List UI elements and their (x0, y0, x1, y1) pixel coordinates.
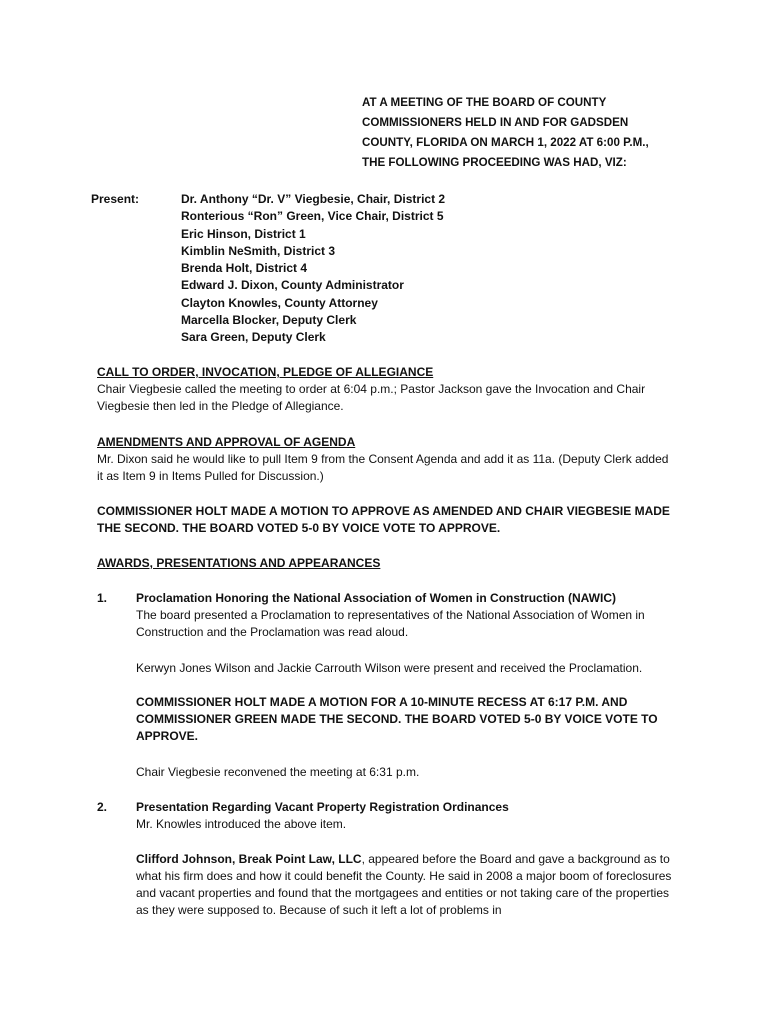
member: Dr. Anthony “Dr. V” Viegbesie, Chair, District 2 (181, 192, 446, 206)
member: Clayton Knowles, County Attorney (181, 295, 378, 310)
header-line: COUNTY, FLORIDA ON MARCH 1, 2022 AT 6:00 P.M., (362, 136, 649, 149)
item-text: The board presented a Proclamation to representatives of the National Association of Women in Construction and the Proclamation was read aloud. (136, 608, 645, 639)
awards-section (97, 555, 677, 572)
member: Edward J. Dixon, County Administrator (181, 278, 404, 293)
header-line: THE FOLLOWING PROCEEDING WAS HAD, VIZ: (362, 156, 627, 169)
present-label: Present: (91, 192, 140, 206)
member: Marcella Blocker, Deputy Clerk (181, 313, 357, 328)
motion-approve-agenda: COMMISSIONER HOLT MADE A MOTION TO APPROVE AS AMENDED AND CHAIR VIEGBESIE MADE THE SECOND. THE BOARD VOTED 5-0 BY VOICE VOTE TO APPROVE. (97, 504, 670, 535)
header-line: COMMISSIONERS HELD IN AND FOR GADSDEN (362, 116, 629, 129)
amendments-section (97, 434, 677, 485)
item-1 (136, 590, 681, 641)
member: Ronterious “Ron” Green, Vice Chair, District 5 (181, 209, 444, 224)
item-number: 2. (97, 800, 108, 814)
item-2 (136, 799, 681, 833)
item-2-discussion (136, 851, 681, 919)
section-text: Mr. Dixon said he would like to pull Item 9 from the Consent Agenda and add it as 11a. (Deputy Clerk added it as Item 9 in Items Pulled for Discussion.) (97, 452, 669, 483)
item-1-recipients: Kerwyn Jones Wilson and Jackie Carrouth Wilson were present and received the Proclamation. (136, 661, 643, 675)
speaker-name: Clifford Johnson, Break Point Law, LLC (136, 852, 362, 866)
member: Eric Hinson, District 1 (181, 226, 306, 241)
member: Kimblin NeSmith, District 3 (181, 243, 336, 258)
header-line: AT A MEETING OF THE BOARD OF COUNTY (362, 96, 607, 109)
member: Brenda Holt, District 4 (181, 261, 308, 276)
item-title: Presentation Regarding Vacant Property Registration Ordinances (136, 800, 509, 814)
section-heading: CALL TO ORDER, INVOCATION, PLEDGE OF ALLEGIANCE (97, 365, 434, 379)
motion-recess: COMMISSIONER HOLT MADE A MOTION FOR A 10-MINUTE RECESS AT 6:17 P.M. AND COMMISSIONER GREEN MADE THE SECOND. THE BOARD VOTED 5-0 BY VOICE VOTE TO APPROVE. (136, 695, 658, 743)
item-1-reconvene: Chair Viegbesie reconvened the meeting at 6:31 p.m. (136, 765, 420, 779)
meeting-header (362, 93, 692, 173)
item-text: Mr. Knowles introduced the above item. (136, 817, 347, 831)
item-number: 1. (97, 591, 108, 605)
call-to-order-section (97, 364, 677, 415)
section-text: Chair Viegbesie called the meeting to order at 6:04 p.m.; Pastor Jackson gave the Invocation and Chair Viegbesie then led in the Pledge of Allegiance. (97, 382, 646, 413)
item-title: Proclamation Honoring the National Association of Women in Construction (NAWIC) (136, 591, 617, 605)
section-heading: AMENDMENTS AND APPROVAL OF AGENDA (97, 435, 356, 449)
section-heading: AWARDS, PRESENTATIONS AND APPEARANCES (97, 556, 381, 570)
present-members (181, 191, 445, 347)
member: Sara Green, Deputy Clerk (181, 330, 326, 345)
item-text: , appeared before the Board and gave a background as to what his firm does and how it could benefit the County. He said in 2008 a major boom of foreclosures and vacant properties and found that the mortgagees and entities or not taking care of the properties as they were supposed to. Because of such it left a lot of problems in (136, 852, 672, 917)
